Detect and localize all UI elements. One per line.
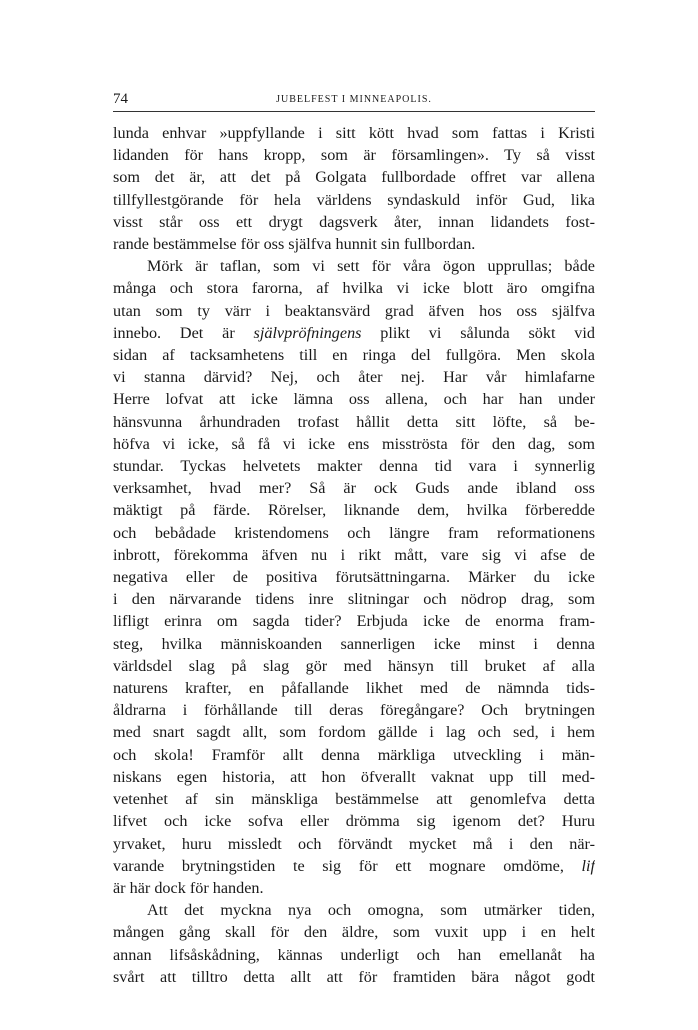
- text-line: niskans egen historia, att hon öfverallt vaknat upp till med-: [113, 767, 595, 786]
- text-line: lunda enhvar »uppfyllande i sitt kött hvad som fattas i Kristi: [113, 124, 595, 142]
- page-header: [113, 91, 595, 112]
- paragraph-1: [113, 122, 595, 255]
- text-line: verksamhet, hvad mer? Så är ock Guds ande ibland oss: [113, 479, 595, 498]
- body-text: [113, 122, 595, 988]
- paragraph-2: [113, 255, 595, 899]
- text-line: Herre lofvat att icke lämna oss allena, och har han under: [113, 390, 595, 409]
- running-title: JUBELFEST I MINNEAPOLIS.: [276, 94, 432, 105]
- text-line: annan lifsåskådning, kännas underligt och han emellanåt ha: [113, 945, 595, 964]
- text-line: yrvaket, huru missledt och förvändt mycket må i den när-: [113, 834, 595, 853]
- text-line: naturens krafter, en påfallande likhet med de nämnda tids-: [113, 679, 595, 698]
- text-line: mången gång skall för den äldre, som vuxit upp i en helt: [113, 923, 595, 942]
- text-segment: plikt vi sålunda sökt vid: [361, 323, 595, 342]
- text-segment: innebo. Det är: [113, 323, 235, 342]
- page-number: 74: [113, 91, 128, 107]
- text-line: lidanden för hans kropp, som är församlingen». Ty så visst: [113, 146, 595, 165]
- text-line: negativa eller de positiva förutsättningarna. Märker du icke: [113, 568, 595, 587]
- text-line: och skola! Framför allt denna märkliga utveckling i män-: [113, 745, 595, 764]
- text-line: svårt att tilltro detta allt att för framtiden bära något godt: [113, 967, 595, 986]
- text-line: åldrarna i förhållande till deras föregångare? Och brytningen: [113, 701, 595, 720]
- text-line: hänsvunna århundraden trofast hållit detta sitt löfte, så be-: [113, 412, 595, 431]
- text-line: vi stanna därvid? Nej, och åter nej. Har vår himlafarne: [113, 368, 595, 387]
- text-line: Mörk är taflan, som vi sett för våra ögon upprullas; både: [147, 257, 595, 276]
- text-line-with-italic: [113, 855, 595, 877]
- italic-emphasis: självpröfningens: [253, 323, 362, 342]
- text-line: rande bestämmelse för oss själfva hunnit sin fullbordan.: [113, 235, 476, 254]
- text-line: sidan af tacksamhetens till en ringa del fullgöra. Men skola: [113, 346, 595, 365]
- text-line: Att det myckna nya och omogna, som utmärker tiden,: [147, 901, 595, 920]
- text-line: lifvet och icke sofva eller drömma sig igenom det? Huru: [113, 812, 595, 831]
- text-line: inbrott, förekomma äfven nu i rikt mått, vare sig vi afse de: [113, 545, 595, 564]
- text-line-with-italic: [113, 322, 595, 344]
- text-line: utan som ty värr i beaktansvärd grad äfven hos oss själfva: [113, 301, 595, 320]
- text-line: tillfyllestgörande för hela världens syndaskuld inför Gud, lika: [113, 190, 595, 209]
- text-line: stundar. Tyckas helvetets makter denna tid vara i synnerlig: [113, 457, 595, 476]
- text-line: vetenhet af sin mänskliga bestämmelse att genomlefva detta: [113, 790, 595, 809]
- text-line: i den närvarande tidens inre slitningar och nödrop drag, som: [113, 590, 595, 609]
- text-line: som det är, att det på Golgata fullbordade offret var allena: [113, 168, 595, 187]
- text-segment: varande brytningstiden te sig för ett mognare omdöme,: [113, 856, 564, 875]
- text-line: höfva vi icke, så få vi icke ens misströsta för den dag, som: [113, 434, 595, 453]
- text-line: visst står oss ett drygt dagsverk åter, innan lidandets fost-: [113, 212, 595, 231]
- text-line: är här dock för handen.: [113, 878, 264, 897]
- italic-emphasis: lif: [581, 856, 595, 875]
- text-line: lifligt erinra om sagda tider? Erbjuda icke de enorma fram-: [113, 612, 595, 631]
- paragraph-3: [113, 899, 595, 988]
- text-line: och bebådade kristendomens och längre fram reformationens: [113, 523, 595, 542]
- text-line: världsdel slag på slag gör med hänsyn till bruket af alla: [113, 656, 595, 675]
- book-page: [113, 91, 595, 988]
- text-line: steg, hvilka människoanden sannerligen icke minst i denna: [113, 634, 595, 653]
- text-line: många och stora farorna, af hvilka vi icke blott äro omgifna: [113, 279, 595, 298]
- text-line: med snart sagdt allt, som fordom gällde i lag och sed, i hem: [113, 723, 595, 742]
- text-line: mäktigt på färde. Rörelser, liknande dem, hvilka förberedde: [113, 501, 595, 520]
